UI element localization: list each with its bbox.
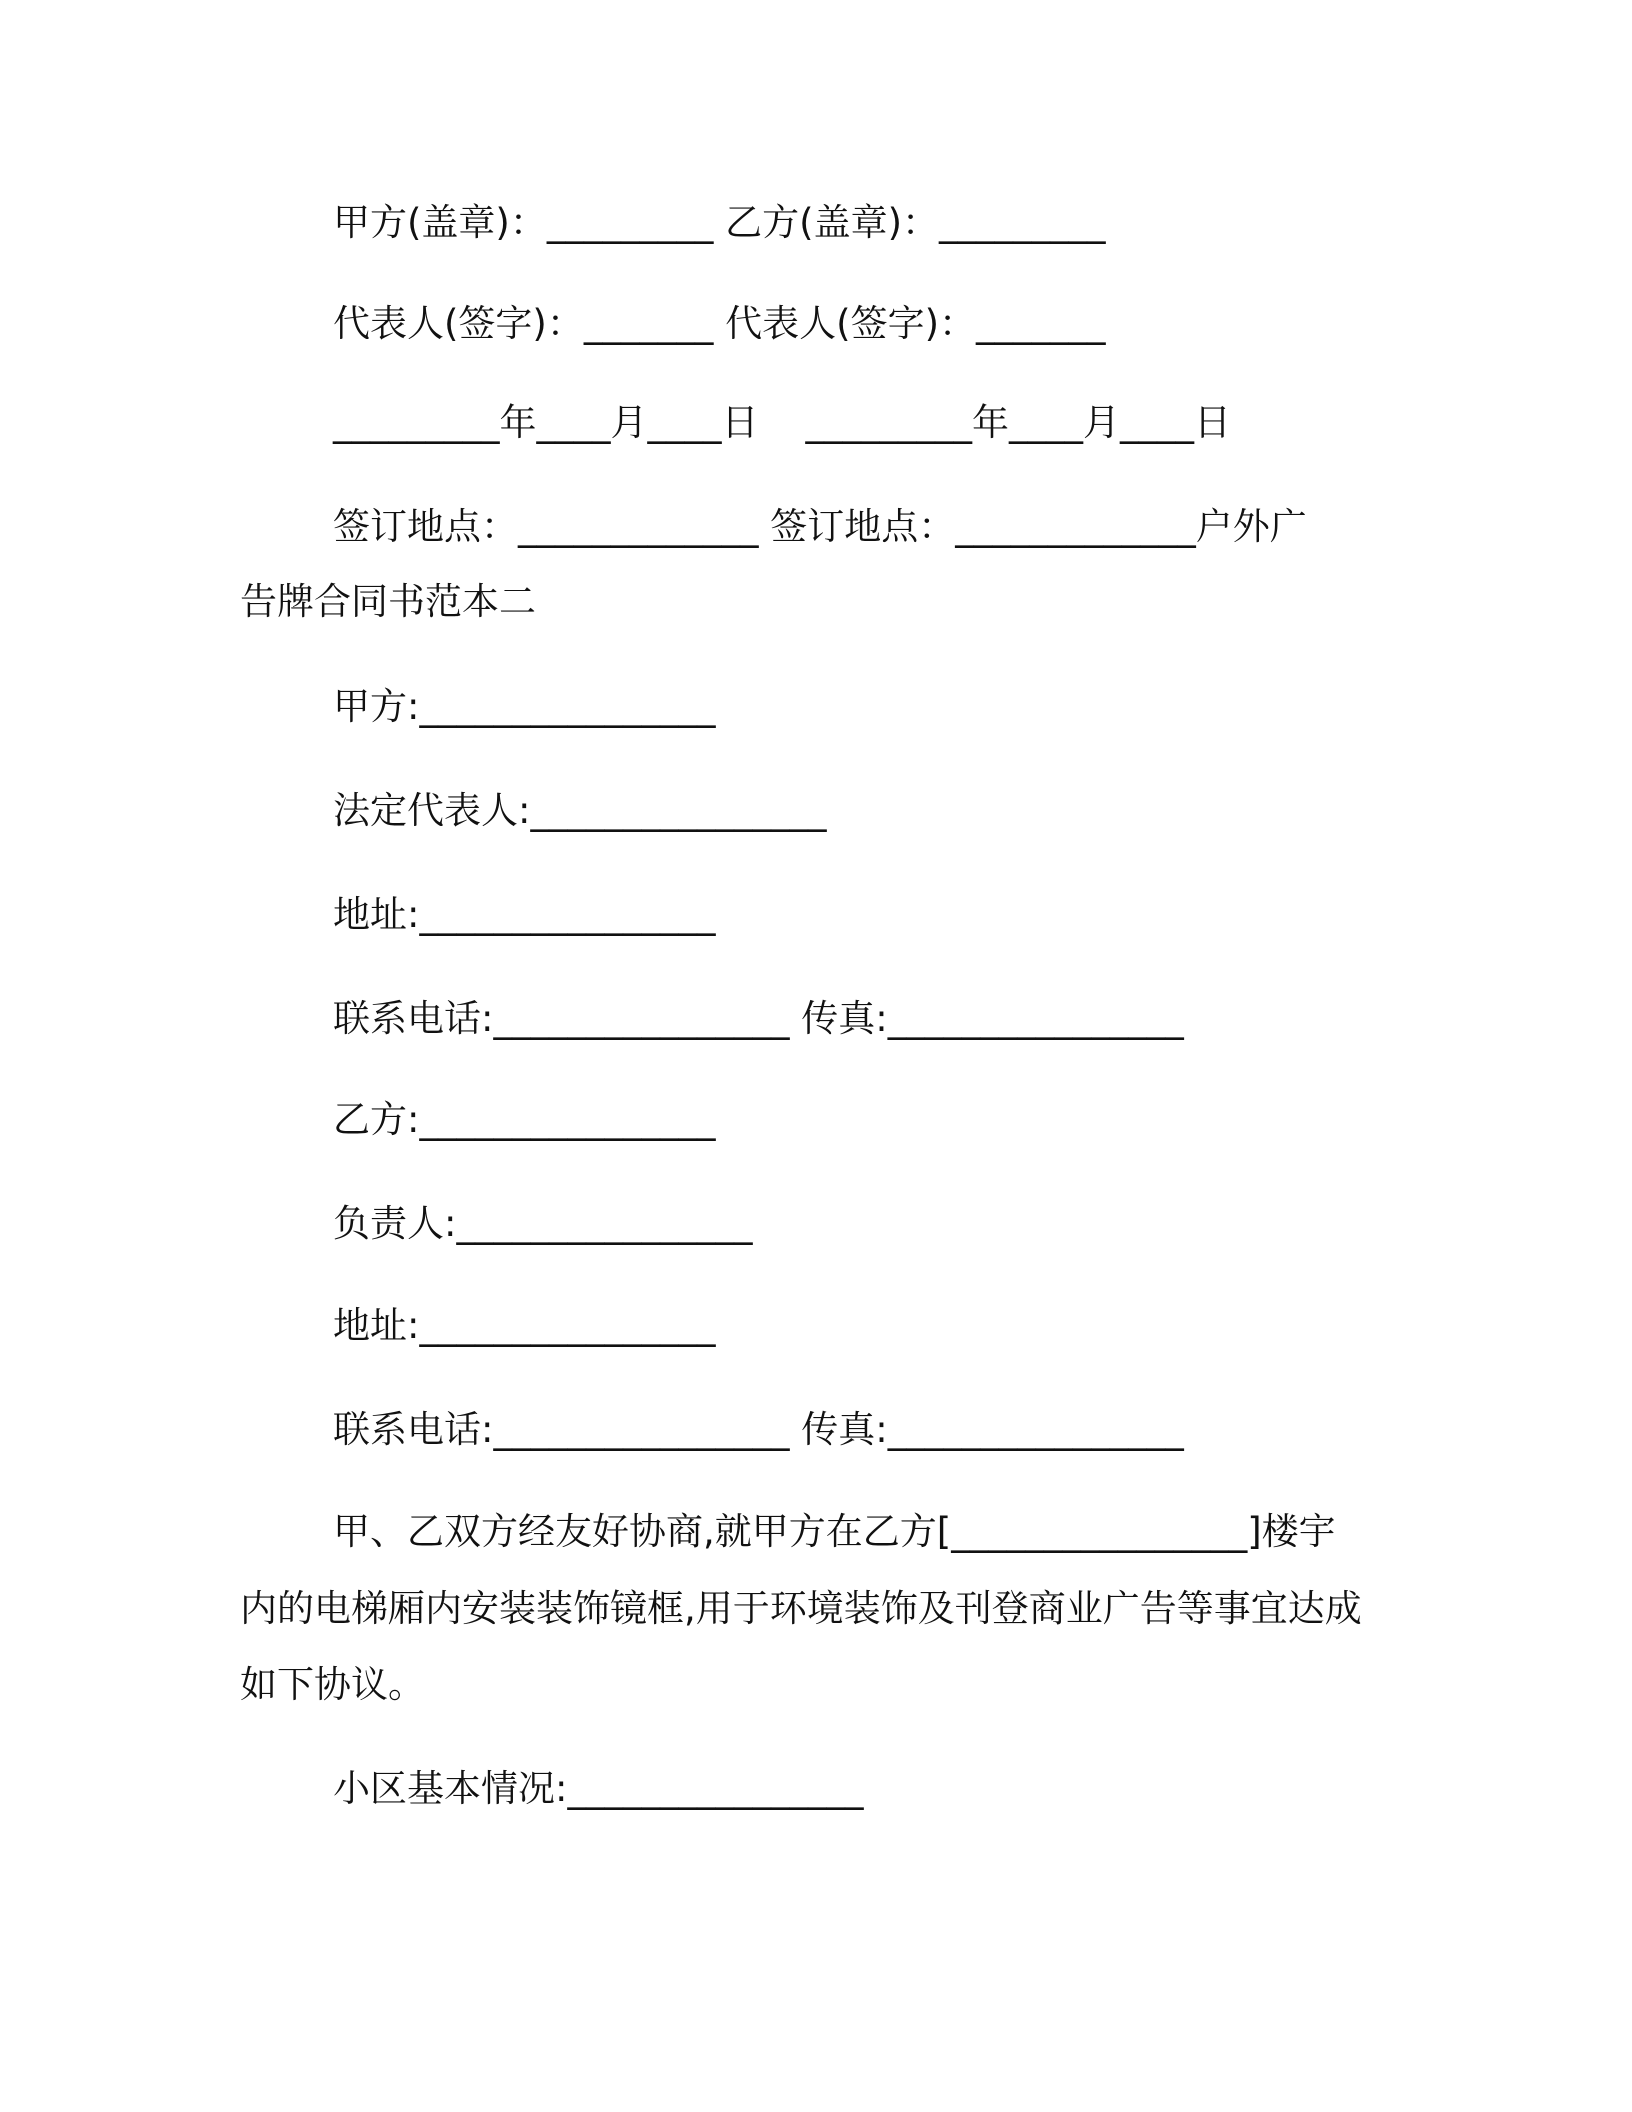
agreement-paragraph-line-2: 内的电梯厢内安装装饰镜框,用于环境装饰及刊登商业广告等事宜达成 [240,1587,1362,1630]
party-b-address-field: 地址:________________ [333,1304,716,1347]
party-b-phone-fax-field: 联系电话:________________ 传真:________________ [333,1408,1184,1451]
community-info-field: 小区基本情况:________________ [333,1767,864,1810]
person-in-charge-field: 负责人:________________ [333,1202,753,1245]
legal-representative-field: 法定代表人:________________ [333,789,827,832]
signing-place-line: 签订地点：_____________ 签订地点：_____________户外广 [333,505,1307,548]
party-a-phone-fax-field: 联系电话:________________ 传真:________________ [333,997,1184,1040]
agreement-paragraph-line-1: 甲、乙双方经友好协商,就甲方在乙方[________________]楼宇 [333,1510,1336,1553]
party-a-address-field: 地址:________________ [333,893,716,936]
date-line: _________年____月____日 _________年____月____日 [333,401,1232,444]
representative-sign-line: 代表人(签字)：_______ 代表人(签字)：_______ [333,302,1106,345]
party-b-field: 乙方:________________ [333,1098,716,1141]
agreement-paragraph-line-3: 如下协议。 [240,1663,425,1706]
signature-seal-line: 甲方(盖章)：_________ 乙方(盖章)：_________ [333,201,1106,244]
template-title-continuation: 告牌合同书范本二 [240,580,536,623]
party-a-field: 甲方:________________ [333,685,716,728]
